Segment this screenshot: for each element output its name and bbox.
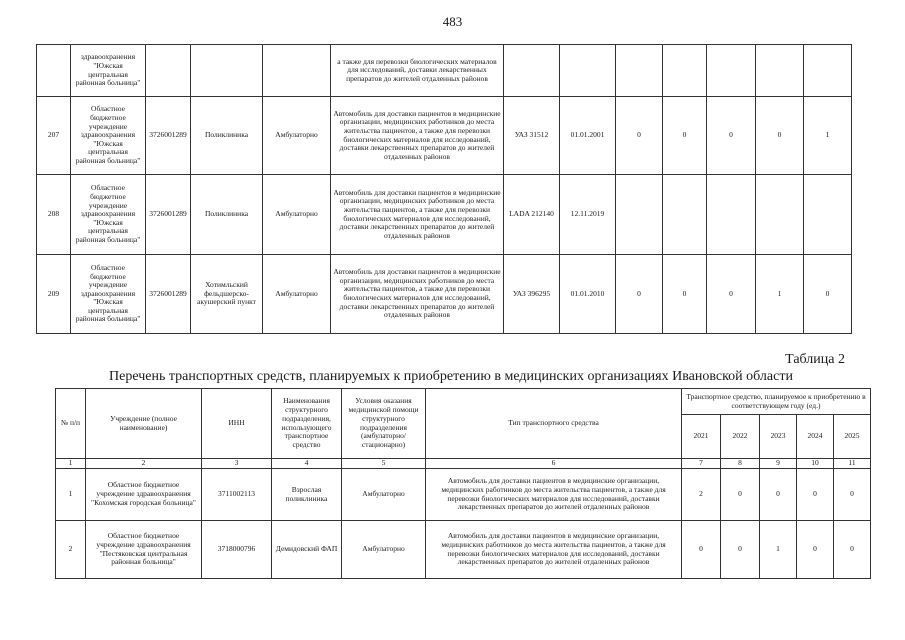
conditions-cell: Амбулаторно [342, 521, 426, 579]
date-cell: 01.01.2010 [560, 255, 616, 334]
unit-cell: Взрослая поликлиника [272, 469, 342, 521]
year-value-cell: 0 [721, 469, 760, 521]
date-cell: 12.11.2019 [560, 175, 616, 255]
institution-cell: здравоохранения "Южская центральная районная больница" [71, 45, 146, 97]
conditions-cell: Амбулаторно [263, 255, 331, 334]
value-cell: 1 [804, 97, 852, 175]
value-cell [707, 175, 756, 255]
column-number: 2 [86, 459, 202, 469]
model-cell: УАЗ 396295 [504, 255, 560, 334]
vehicle-description-cell: Автомобиль для доставки пациентов в медицинские организации, медицинских работников до места жительства пациентов, а также для перевозки биологических материалов для исследований, доставки лекарственных препаратов до жителей отдаленных районов [331, 97, 504, 175]
year-value-cell: 0 [760, 469, 797, 521]
date-cell [560, 45, 616, 97]
year-value-cell: 0 [834, 521, 871, 579]
row-number-cell: 207 [37, 97, 71, 175]
unit-cell: Поликлиника [191, 97, 263, 175]
planned-vehicles-table [55, 388, 871, 579]
table-caption: Таблица 2 [785, 352, 845, 367]
institution-cell: Областное бюджетное учреждение здравоохранения "Южская центральная районная больница" [71, 97, 146, 175]
inn-cell: 3711002113 [202, 469, 272, 521]
vehicle-description-cell: Автомобиль для доставки пациентов в медицинские организации, медицинских работников до места жительства пациентов, а также для перевозки биологических материалов для исследований, доставки лекарственных препаратов до жителей отдаленных районов [331, 255, 504, 334]
institution-cell: Областное бюджетное учреждение здравоохранения "Южская центральная районная больница" [71, 175, 146, 255]
column-number: 5 [342, 459, 426, 469]
model-cell [504, 45, 560, 97]
vehicle-type-cell: Автомобиль для доставки пациентов в медицинские организации, медицинских работников до места жительства пациентов, а также для перевозки биологических материалов для исследований, доставки лекарственных препаратов до жителей отдаленных районов [426, 469, 682, 521]
value-cell: 0 [756, 97, 804, 175]
column-numbers-row [56, 459, 871, 469]
row-number-cell: 2 [56, 521, 86, 579]
value-cell [707, 45, 756, 97]
inn-cell [146, 45, 191, 97]
value-cell: 0 [616, 255, 663, 334]
header-year: 2021 [682, 415, 721, 459]
column-number: 6 [426, 459, 682, 469]
header-year: 2024 [797, 415, 834, 459]
column-number: 3 [202, 459, 272, 469]
value-cell: 0 [707, 255, 756, 334]
year-value-cell: 0 [797, 521, 834, 579]
value-cell [616, 45, 663, 97]
conditions-cell: Амбулаторно [263, 175, 331, 255]
column-number: 7 [682, 459, 721, 469]
value-cell: 0 [663, 255, 707, 334]
header-inn: ИНН [202, 389, 272, 459]
inn-cell: 3726001289 [146, 255, 191, 334]
institution-cell: Областное бюджетное учреждение здравоохранения "Кохомская городская больница" [86, 469, 202, 521]
table-row [37, 255, 852, 334]
value-cell: 0 [804, 255, 852, 334]
inn-cell: 3726001289 [146, 175, 191, 255]
unit-cell: Поликлиника [191, 175, 263, 255]
header-row [56, 389, 871, 415]
value-cell: 1 [756, 255, 804, 334]
vehicle-description-cell: а также для перевозки биологических материалов для исследований, доставки лекарственных препаратов до жителей отдаленных районов [331, 45, 504, 97]
conditions-cell: Амбулаторно [263, 97, 331, 175]
institution-cell: Областное бюджетное учреждение здравоохранения "Южская центральная районная больница" [71, 255, 146, 334]
table-row [37, 175, 852, 255]
date-cell: 01.01.2001 [560, 97, 616, 175]
value-cell: 0 [616, 97, 663, 175]
year-value-cell: 1 [760, 521, 797, 579]
year-value-cell: 0 [721, 521, 760, 579]
inn-cell: 3718000796 [202, 521, 272, 579]
header-year: 2023 [760, 415, 797, 459]
year-value-cell: 2 [682, 469, 721, 521]
value-cell [756, 175, 804, 255]
page-number: 483 [442, 14, 463, 29]
unit-cell [191, 45, 263, 97]
unit-cell: Демидовский ФАП [272, 521, 342, 579]
header-unit: Наименования структурного подразделения, использующего транспортное средство [272, 389, 342, 459]
table-row [56, 469, 871, 521]
table-row [56, 521, 871, 579]
value-cell: 0 [663, 97, 707, 175]
model-cell: УАЗ 31512 [504, 97, 560, 175]
row-number-cell [37, 45, 71, 97]
unit-cell: Хотимльский фельдшерско-акушерский пункт [191, 255, 263, 334]
row-number-cell: 209 [37, 255, 71, 334]
column-number: 8 [721, 459, 760, 469]
column-number: 10 [797, 459, 834, 469]
value-cell [756, 45, 804, 97]
header-conditions: Условия оказания медицинской помощи структурного подразделения (амбулаторно/ стационарно) [342, 389, 426, 459]
value-cell [804, 175, 852, 255]
header-year: 2022 [721, 415, 760, 459]
year-value-cell: 0 [834, 469, 871, 521]
column-number: 1 [56, 459, 86, 469]
year-value-cell: 0 [797, 469, 834, 521]
column-number: 4 [272, 459, 342, 469]
header-vehicle-type: Тип транспортного средства [426, 389, 682, 459]
column-number: 9 [760, 459, 797, 469]
table-row [37, 45, 852, 97]
conditions-cell: Амбулаторно [342, 469, 426, 521]
year-value-cell: 0 [682, 521, 721, 579]
value-cell [663, 45, 707, 97]
vehicles-table-continued [36, 44, 852, 334]
inn-cell: 3726001289 [146, 97, 191, 175]
column-number: 11 [834, 459, 871, 469]
header-num: № п/п [56, 389, 86, 459]
value-cell: 0 [707, 97, 756, 175]
value-cell [663, 175, 707, 255]
conditions-cell [263, 45, 331, 97]
header-institution: Учреждение (полное наименование) [86, 389, 202, 459]
header-year: 2025 [834, 415, 871, 459]
value-cell [804, 45, 852, 97]
model-cell: LADA 212140 [504, 175, 560, 255]
value-cell [616, 175, 663, 255]
institution-cell: Областное бюджетное учреждение здравоохранения "Пестяковская центральная районная больница" [86, 521, 202, 579]
row-number-cell: 1 [56, 469, 86, 521]
row-number-cell: 208 [37, 175, 71, 255]
table-row [37, 97, 852, 175]
vehicle-description-cell: Автомобиль для доставки пациентов в медицинские организации, медицинских работников до места жительства пациентов, а также для перевозки биологических материалов для исследований, доставки лекарственных препаратов до жителей отдаленных районов [331, 175, 504, 255]
vehicle-type-cell: Автомобиль для доставки пациентов в медицинские организации, медицинских работников до места жительства пациентов, а также для перевозки биологических материалов для исследований, доставки лекарственных препаратов до жителей отдаленных районов [426, 521, 682, 579]
header-planned: Транспортное средство, планируемое к приобретению в соответствующем году (ед.) [682, 389, 871, 415]
table-title: Перечень транспортных средств, планируемых к приобретению в медицинских организациях Ивановской области [109, 369, 793, 384]
